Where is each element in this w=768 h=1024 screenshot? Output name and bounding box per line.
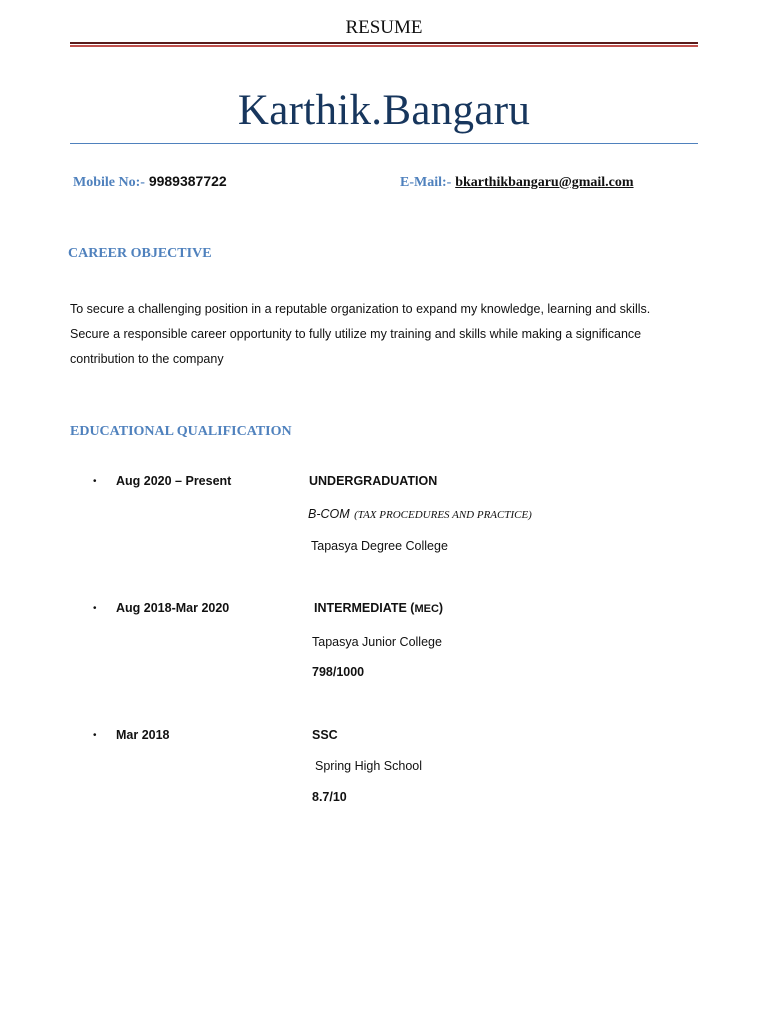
mobile-value: 9989387722 [148,173,227,189]
mobile-label: Mobile No:- [73,175,145,190]
edu-period: Aug 2020 – Present [116,474,232,488]
mobile-row [73,173,227,191]
edu-course: B-COM [308,507,350,521]
bullet-icon: • [93,730,97,741]
career-line: To secure a challenging position in a reputable organization to expand my knowledge, learning and skills. [70,302,651,316]
edu-institution: Spring High School [315,759,423,773]
edu-period: Mar 2018 [116,728,170,742]
edu-institution: Tapasya Degree College [311,539,448,553]
education-heading: EDUCATIONAL QUALIFICATION [70,424,292,439]
career-objective-heading: CAREER OBJECTIVE [68,246,212,261]
career-line: Secure a responsible career opportunity to fully utilize my training and skills while making a significance [70,327,642,341]
header-rule-top [70,42,698,44]
document-title: RESUME [345,17,423,38]
name-underline [70,143,698,144]
edu-title-close: ) [438,601,444,615]
bullet-icon: • [93,603,97,614]
edu-period: Aug 2018-Mar 2020 [116,601,230,615]
edu-title-row [314,601,443,615]
edu-title-stream: MEC [414,603,439,615]
edu-course-detail: (TAX PROCEDURES AND PRACTICE) [354,509,532,521]
edu-course-row [308,505,532,523]
edu-title: UNDERGRADUATION [309,474,438,488]
email-link[interactable]: bkarthikbangaru@gmail.com [455,175,634,190]
edu-title: SSC [312,728,338,742]
career-line: contribution to the company [70,352,224,366]
candidate-name: Karthik.Bangaru [237,87,531,134]
edu-institution: Tapasya Junior College [312,635,442,649]
edu-score: 798/1000 [312,665,365,679]
career-objective-text [70,297,710,372]
bullet-icon: • [93,476,97,487]
edu-score: 8.7/10 [312,790,347,804]
edu-title: INTERMEDIATE ( [314,601,415,615]
header-rule-bottom [70,45,698,47]
email-row [400,173,634,191]
email-label: E-Mail:- [400,175,452,190]
